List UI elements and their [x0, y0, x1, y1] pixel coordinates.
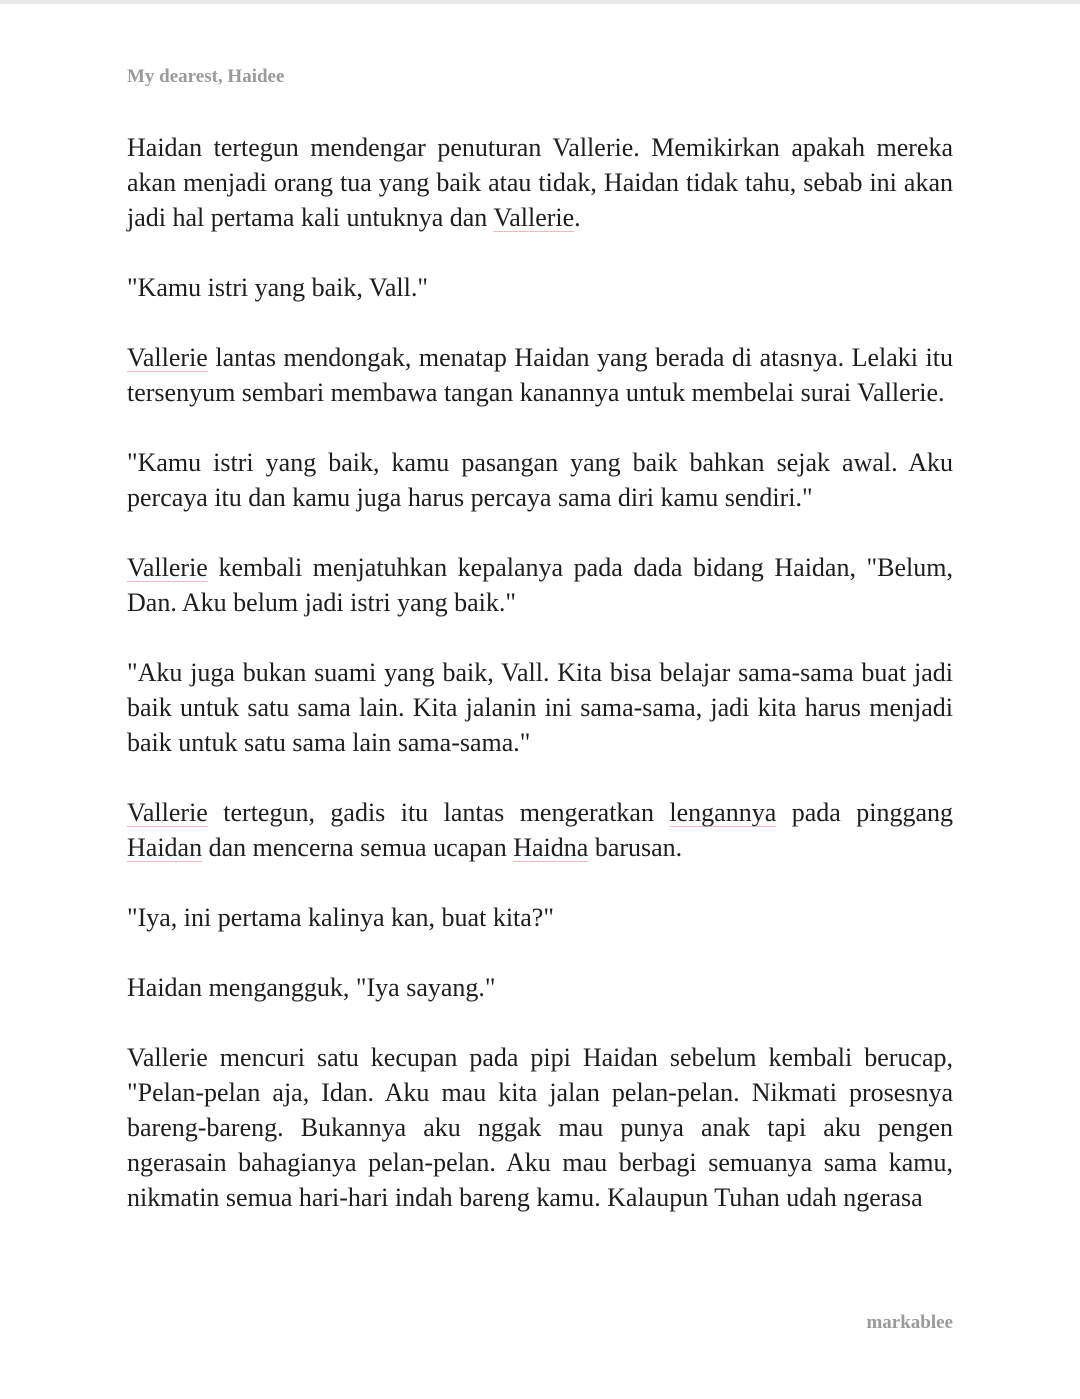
- spellcheck-flagged-word[interactable]: Vallerie: [127, 343, 208, 372]
- story-text[interactable]: [127, 130, 953, 1215]
- paragraph-text-segment: Haidan mengangguk, "Iya sayang.": [127, 973, 496, 1002]
- spellcheck-flagged-word[interactable]: Vallerie: [127, 553, 208, 582]
- paragraph-text-segment: Vallerie mencuri satu kecupan pada pipi Haidan sebelum kembali berucap, "Pelan-pelan aja, Idan. Aku mau kita jalan pelan-pelan. Nikmati prosesnya bareng-bareng. Bukannya aku nggak mau punya anak tapi aku pengen ngerasain bahagianya pelan-pelan. Aku mau berbagi semuanya sama kamu, nikmatin semua hari-hari indah bareng kamu. Kalaupun Tuhan udah ngerasa: [127, 1043, 953, 1212]
- story-paragraph: [127, 900, 953, 935]
- paragraph-text-segment: "Kamu istri yang baik, Vall.": [127, 273, 428, 302]
- paragraph-text-segment: barusan.: [588, 833, 683, 862]
- paragraph-text-segment: Haidan tertegun mendengar penuturan Vallerie. Memikirkan apakah mereka akan menjadi orang tua yang baik atau tidak, Haidan tidak tahu, sebab ini akan jadi hal pertama kali untuknya dan: [127, 133, 953, 232]
- paragraph-text-segment: .: [574, 203, 581, 232]
- story-paragraph: [127, 970, 953, 1005]
- paragraph-text-segment: kembali menjatuhkan kepalanya pada dada bidang Haidan, "Belum, Dan. Aku belum jadi istri yang baik.": [127, 553, 953, 617]
- paragraph-text-segment: dan mencerna semua ucapan: [202, 833, 514, 862]
- spellcheck-flagged-word[interactable]: Haidna: [513, 833, 589, 862]
- spellcheck-flagged-word[interactable]: Vallerie: [127, 798, 208, 827]
- spellcheck-flagged-word[interactable]: Haidan: [127, 833, 203, 862]
- story-paragraph: [127, 655, 953, 760]
- story-paragraph: [127, 550, 953, 620]
- paragraph-text-segment: lantas mendongak, menatap Haidan yang berada di atasnya. Lelaki itu tersenyum sembari membawa tangan kanannya untuk membelai surai Vallerie.: [127, 343, 953, 407]
- top-divider: [0, 0, 1080, 4]
- spellcheck-flagged-word[interactable]: Vallerie: [493, 203, 575, 232]
- paragraph-text-segment: tertegun, gadis itu lantas mengeratkan: [207, 798, 670, 827]
- story-paragraph: [127, 795, 953, 865]
- paragraph-text-segment: "Aku juga bukan suami yang baik, Vall. Kita bisa belajar sama-sama buat jadi baik untuk satu sama lain. Kita jalanin ini sama-sama, jadi kita harus menjadi baik untuk satu sama lain sama-sama.": [127, 658, 953, 757]
- story-paragraph: [127, 340, 953, 410]
- spellcheck-flagged-word[interactable]: lengannya: [669, 798, 777, 827]
- paragraph-text-segment: "Iya, ini pertama kalinya kan, buat kita?": [127, 903, 554, 932]
- paragraph-text-segment: "Kamu istri yang baik, kamu pasangan yang baik bahkan sejak awal. Aku percaya itu dan kamu juga harus percaya sama diri kamu sendiri.": [127, 448, 953, 512]
- paragraph-text-segment: pada pinggang: [776, 798, 953, 827]
- story-paragraph: [127, 270, 953, 305]
- story-paragraph: [127, 130, 953, 235]
- author-watermark: markablee: [866, 1312, 953, 1333]
- story-paragraph: [127, 1040, 953, 1215]
- book-title: My dearest, Haidee: [127, 66, 285, 87]
- story-paragraph: [127, 445, 953, 515]
